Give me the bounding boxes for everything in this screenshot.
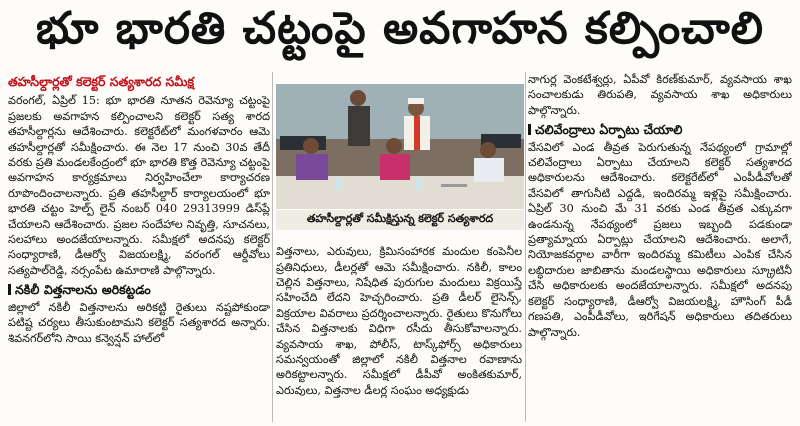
news-photo [276, 84, 524, 209]
photo-caption: తహసీల్దార్లతో సమీక్షిస్తున్న కలెక్టర్‌ సత్యశారద [276, 210, 524, 230]
water-booths-paragraph: వేసవిలో ఎండ తీవ్రత పెరుగుతున్న నేపథ్యంలో గ్రామాల్లో చలివేంద్రాలు ఏర్పాటు చేయాలని కలెక్టర్‌ సత్యశారద అధికారులను ఆదేశించారు. కలెక్టరేట్‌లో ఎంపీడీవోలతో వేసవిలో తాగునీటి ఎద్దడి, ఇందిరమ్మ ఇళ్లపై సమీక్షించారు. ఏప్రిల్‌ 30 నుంచి మే 31 వరకు ఎండ తీవ్రత ఎక్కువగా ఉండనున్న నేపథ్యంలో ప్రజలు ఇబ్బంది పడకుండా ప్రత్యామ్నాయ ఏర్పాట్లు చేయాలని ఆదేశించారు. అలాగే, నియోజకవర్గాల వారీగా ఇందిరమ్మ కమిటీలు ఎంపిక చేసిన లబ్ధిదారుల జాబితాను మండలస్థాయి అధికారులు స్క్రూటినీ చేసి అధికారులకు అందజేయాలన్నారు. సమీక్షలో అదనపు కలెక్టర్‌ సంధ్యారాణి, డీఆర్వో విజయలక్ష్మి, హౌసింగ్‌ పీడీ గణపతి, ఎంపీడీవోలు, ఇరిగేషన్‌ అధికారులు తదితరులు పాల్గొన్నారు. [528, 140, 792, 339]
middle-paragraph: విత్తనాలు, ఎరువులు, క్రిమిసంహారక మందుల కంపెనీల ప్రతినిధులు, డీలర్లతో ఆమె సమీక్షించారు. నకిలీ, కాలం చెల్లిన విత్తనాలు, నిషేధిత పురుగుల మందులు విక్రయిస్తే సహించేది లేదని హెచ్చరించారు. ప్రతి డీలర్‌ లైసెన్స్‌, విక్రయాల వివరాలు ప్రదర్శించాలన్నారు. రైతులు కొనుగోలు చేసిన విత్తనాలకు విధిగా రసీదు తీసుకోవాలన్నారు. వ్యవసాయ శాఖ, పోలీస్‌, టాస్క్‌ఫోర్స్‌ అధికారులు సమన్వయంతో జిల్లాలో నకిలీ విత్తనాల రవాణాను అరికట్టాలన్నారు. సమీక్షలో డీపీవో అంకితకుమార్‌, ఎరువులు, విత్తనాల డీలర్ల సంఘం అధ్యక్షుడు [276, 245, 522, 397]
subhead-water-booths-text: చలివేంద్రాలు ఏర్పాటు చేయాలి [535, 122, 683, 138]
kicker-subtitle: తహసీల్దార్లతో కలెక్టర్‌ సత్యశారద సమీక్ష [8, 74, 195, 89]
column-right [528, 72, 792, 422]
intro-paragraph: వరంగల్‌, ఏప్రిల్‌ 15: భూ భారతి నూతన రెవెన్యూ చట్టంపై ప్రజలకు అవగాహన కల్పించాలని కలెక్టర్‌ సత్య శారద తహసీల్దార్లను ఆదేశించారు. కలెక్టరేట్‌లో మంగళవారం ఆమె తహసీల్దార్లతో సమీక్షించారు. ఈ నెల 17 నుంచి 30వ తేదీ వరకు ప్రతి మండలకేంద్రంలో భూ భారతి కొత్త రెవెన్యూ చట్టంపై అవగాహన కార్యక్రమాలు నిర్వహించేలా కార్యాచరణ రూపొందించాలన్నారు. ప్రతి తహసీల్దార్‌ కార్యాలయంలో భూ భారతి చట్టం హెల్ప్‌ లైన్‌ నంబర్‌ 040 29313999 డిస్‌ప్లే చేయాలని ఆదేశించారు. ప్రజల సందేహాల నివృత్తి, సూచనలు, సలహాలు అందజేయాలన్నారు. సమీక్షలో అదనపు కలెక్టర్‌ సంధ్యారాణి, డీఆర్వో విజయలక్ష్మి, వరంగల్‌ ఆర్డీవోలు సత్యపాల్‌రెడ్డి, నర్సంపేట ఉమారాణి పాల్గొన్నారు. [8, 94, 270, 277]
subhead-water-booths [528, 122, 792, 137]
subhead-fake-seeds-text: నకిలీ విత్తనాలను అరికట్టడం [15, 282, 151, 298]
subhead-bar [8, 284, 11, 295]
right-top-paragraph: నాగుర్ల వెంకటేశ్వర్లు, ఏపీవో కిరణ్‌కుమార్‌, వ్యవసాయ శాఖ సంచాలకుడు తిరుపతి, వ్యవసాయ శాఖ అధికారులు పాల్గొన్నారు. [528, 73, 792, 117]
meeting-photo-illustration [276, 84, 524, 209]
column-divider [272, 72, 273, 422]
column-left [8, 72, 270, 422]
subhead-fake-seeds [8, 282, 270, 297]
column-divider [525, 72, 526, 422]
fake-seeds-paragraph: జిల్లాలో నకిలీ విత్తనాలను అరికట్టి రైతులు నష్టపోకుండా పటిష్ట చర్యలు తీసుకుంటామని కలెక్టర్‌ సత్యశారద అన్నారు. శివనగర్‌లోని సాయి కన్వెన్షన్‌ హాల్‌లో [8, 300, 270, 345]
column-middle [276, 233, 522, 423]
headline: భూ భారతి చట్టంపై అవగాహన కల్పించాలి [35, 3, 765, 54]
subhead-bar [528, 124, 531, 135]
